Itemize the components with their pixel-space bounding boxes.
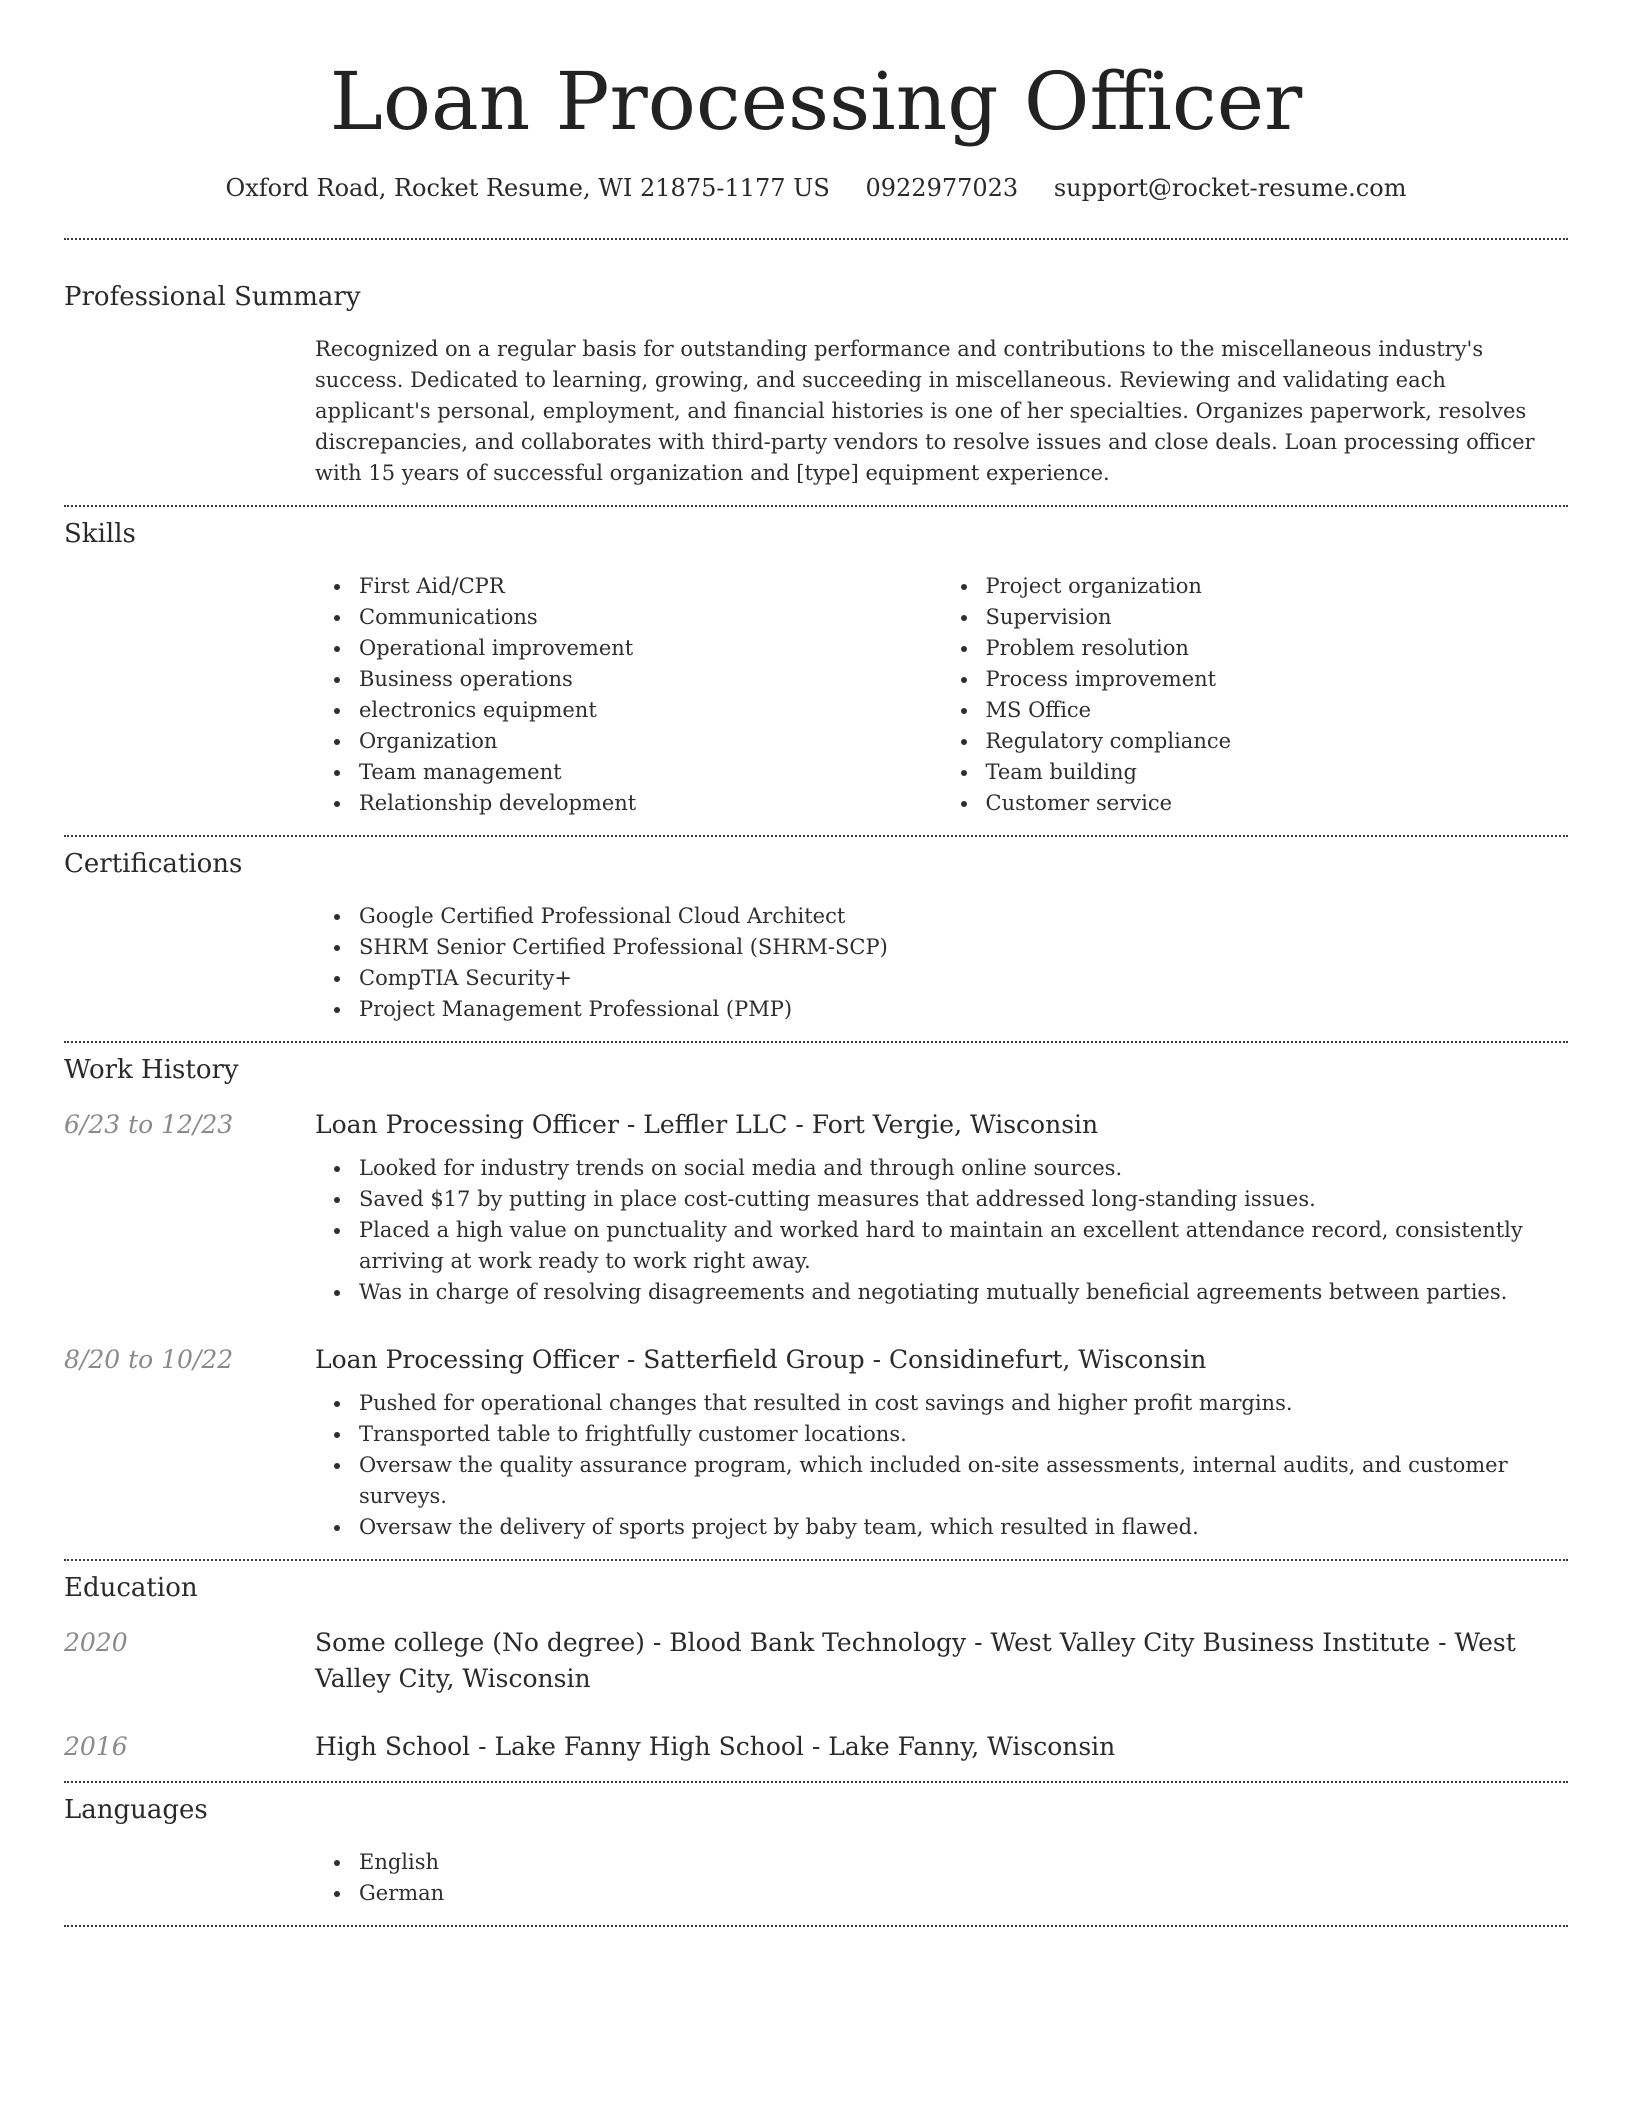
section-title-skills: Skills: [64, 519, 136, 549]
job-heading: [315, 1342, 1568, 1378]
divider: [64, 1559, 1568, 1561]
job-dates: 6/23 to 12/23: [64, 1110, 234, 1139]
skills-grid: [315, 571, 1568, 819]
list-item: Transported table to frightfully customer locations.: [359, 1419, 1568, 1450]
languages-list: [315, 1847, 1568, 1909]
section-title-education: Education: [64, 1573, 198, 1603]
list-item: MS Office: [986, 695, 1569, 726]
list-item: Process improvement: [986, 664, 1569, 695]
work-section: [64, 1053, 1568, 1543]
job-role: Loan Processing Officer: [315, 1110, 619, 1139]
list-item: Oversaw the delivery of sports project by baby team, which resulted in flawed.: [359, 1512, 1568, 1543]
list-item: Google Certified Professional Cloud Architect: [359, 901, 1568, 932]
skills-list-left: [315, 571, 942, 819]
skills-section: [64, 517, 1568, 819]
job-entry: [64, 1107, 1568, 1308]
list-item: Business operations: [359, 664, 942, 695]
job-company: - Leffler LLC - Fort Vergie, Wisconsin: [618, 1110, 1099, 1139]
list-item: Supervision: [986, 602, 1569, 633]
list-item: Customer service: [986, 788, 1569, 819]
job-body: [315, 1342, 1568, 1543]
divider: [64, 1781, 1568, 1783]
list-item: Saved $17 by putting in place cost-cutting measures that addressed long-standing issues.: [359, 1184, 1568, 1215]
certifications-content: [315, 901, 1568, 1025]
education-heading: [315, 1729, 1568, 1765]
education-entry: [64, 1625, 1568, 1697]
list-item: German: [359, 1878, 1568, 1909]
education-degree: High School: [315, 1732, 471, 1761]
section-title-work: Work History: [64, 1055, 239, 1085]
job-heading: [315, 1107, 1568, 1143]
education-degree: Some college (No degree): [315, 1628, 645, 1657]
list-item: Communications: [359, 602, 942, 633]
resume-name: Loan Processing Officer: [329, 55, 1303, 148]
list-item: Operational improvement: [359, 633, 942, 664]
summary-content: [315, 334, 1568, 489]
job-company: - Satterfield Group - Considinefurt, Wisconsin: [618, 1345, 1207, 1374]
summary-section: [64, 280, 1568, 489]
education-section: [64, 1571, 1568, 1765]
list-item: CompTIA Security+: [359, 963, 1568, 994]
resume-page: [64, 0, 1568, 1927]
languages-section: [64, 1793, 1568, 1909]
education-body: [315, 1625, 1568, 1697]
divider: [64, 505, 1568, 507]
list-item: Team building: [986, 757, 1569, 788]
divider: [64, 1041, 1568, 1043]
certifications-list: [315, 901, 1568, 1025]
list-item: Project Management Professional (PMP): [359, 994, 1568, 1025]
list-item: Relationship development: [359, 788, 942, 819]
list-item: Oversaw the quality assurance program, which included on-site assessments, internal audits, and customer surveys.: [359, 1450, 1568, 1512]
contact-line: [64, 172, 1568, 204]
skills-list-right: [942, 571, 1569, 819]
summary-text: Recognized on a regular basis for outstanding performance and contributions to the miscellaneous industry's success. Dedicated to learning, growing, and succeeding in miscellaneous. Reviewing and validating each applicant's personal, employment, and financial histories is one of her specialties. Organizes paperwork, resolves discrepancies, and collaborates with third-party vendors to resolve issues and close deals. Loan processing officer with 15 years of successful organization and [type] equipment experience.: [315, 337, 1535, 485]
list-item: electronics equipment: [359, 695, 942, 726]
education-heading: [315, 1625, 1568, 1697]
section-title-languages: Languages: [64, 1795, 208, 1825]
job-entry: [64, 1342, 1568, 1543]
job-bullets: [315, 1388, 1568, 1543]
job-body: [315, 1107, 1568, 1308]
education-body: [315, 1729, 1568, 1765]
job-bullets: [315, 1153, 1568, 1308]
list-item: Project organization: [986, 571, 1569, 602]
job-role: Loan Processing Officer: [315, 1345, 619, 1374]
list-item: English: [359, 1847, 1568, 1878]
section-title-certifications: Certifications: [64, 849, 243, 879]
contact-address: Oxford Road, Rocket Resume, WI 21875-1177 US: [225, 174, 830, 202]
contact-phone: 0922977023: [865, 174, 1019, 202]
list-item: First Aid/CPR: [359, 571, 942, 602]
divider: [64, 238, 1568, 240]
section-title-summary: Professional Summary: [64, 282, 361, 312]
list-item: Organization: [359, 726, 942, 757]
list-item: Looked for industry trends on social media and through online sources.: [359, 1153, 1568, 1184]
divider: [64, 1925, 1568, 1927]
list-item: Pushed for operational changes that resulted in cost savings and higher profit margins.: [359, 1388, 1568, 1419]
languages-content: [315, 1847, 1568, 1909]
list-item: Placed a high value on punctuality and worked hard to maintain an excellent attendance record, consistently arriving at work ready to work right away.: [359, 1215, 1568, 1277]
list-item: Problem resolution: [986, 633, 1569, 664]
education-school: - Lake Fanny High School - Lake Fanny, Wisconsin: [470, 1732, 1116, 1761]
certifications-section: [64, 847, 1568, 1025]
divider: [64, 835, 1568, 837]
list-item: Was in charge of resolving disagreements and negotiating mutually beneficial agreements between parties.: [359, 1277, 1568, 1308]
list-item: Regulatory compliance: [986, 726, 1569, 757]
job-dates: 8/20 to 10/22: [64, 1345, 234, 1374]
list-item: SHRM Senior Certified Professional (SHRM-SCP): [359, 932, 1568, 963]
list-item: Team management: [359, 757, 942, 788]
education-year: 2020: [64, 1628, 128, 1657]
education-entry: [64, 1729, 1568, 1765]
contact-email: support@rocket-resume.com: [1053, 174, 1407, 202]
education-year: 2016: [64, 1732, 128, 1761]
education-school: - Blood Bank Technology - West Valley City Business Institute - West Valley City, Wisconsin: [315, 1628, 1516, 1693]
